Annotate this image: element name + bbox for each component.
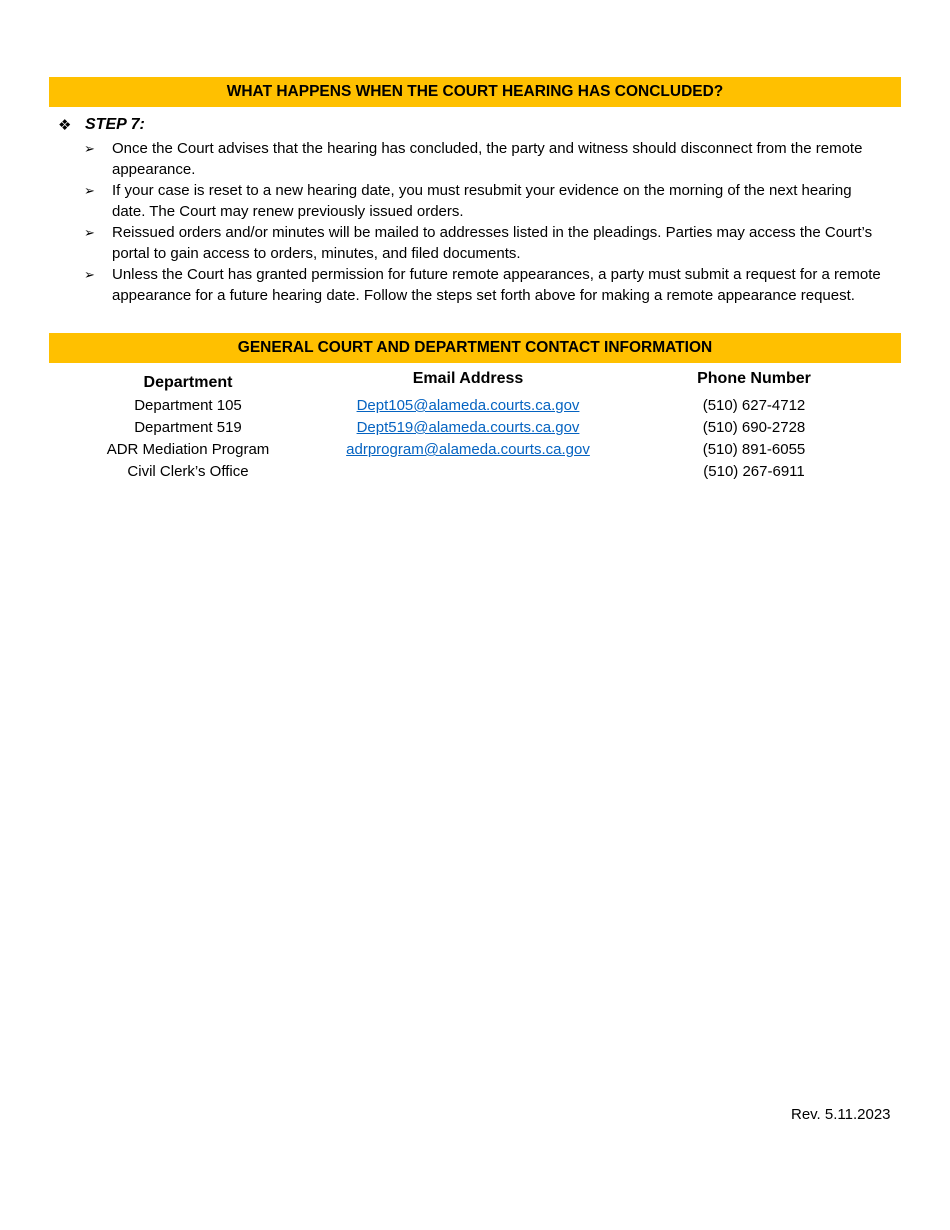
- section-header-hearing-concluded: [49, 77, 901, 107]
- revision-date: Rev. 5.11.2023: [791, 1106, 891, 1123]
- email-header: Email Address: [412, 370, 524, 387]
- phone-column: [654, 368, 854, 483]
- four-diamond-bullet-icon: ❖: [58, 117, 72, 134]
- email-link-dept519[interactable]: Dept519@alameda.courts.ca.gov: [356, 419, 580, 436]
- section-title: WHAT HAPPENS WHEN THE COURT HEARING HAS CONCLUDED?: [226, 83, 724, 100]
- step-bullet-list: [84, 138, 884, 306]
- list-item: ➢ Once the Court advises that the hearing has concluded, the party and witness should disconnect from the remote appearance.: [84, 140, 863, 178]
- email-column: [318, 368, 618, 483]
- department-cell: Civil Clerk’s Office: [127, 463, 249, 480]
- step-heading: [58, 116, 145, 134]
- section-header-contact-info: [49, 333, 901, 363]
- list-item: ➢ Reissued orders and/or minutes will be mailed to addresses listed in the pleadings. Parties may access the Court’s portal to gain access to orders, minutes, and filed documents.: [84, 224, 873, 262]
- email-link-adr[interactable]: adrprogram@alameda.courts.ca.gov: [346, 441, 590, 458]
- arrow-bullet-icon: ➢: [84, 225, 95, 240]
- department-header: Department: [143, 374, 233, 391]
- department-cell: ADR Mediation Program: [106, 441, 270, 458]
- email-cell-empty: [318, 461, 618, 483]
- phone-cell: (510) 267-6911: [703, 463, 805, 480]
- department-cell: Department 519: [134, 419, 242, 436]
- list-item: ➢ Unless the Court has granted permission for future remote appearances, a party must submit a request for a remote appearance for a future hearing date. Follow the steps set forth above for making a remote appearance request.: [84, 266, 881, 304]
- phone-cell: (510) 891-6055: [702, 441, 806, 458]
- phone-cell: (510) 690-2728: [702, 419, 806, 436]
- department-column: [88, 372, 288, 483]
- step-label: STEP 7:: [85, 116, 145, 133]
- list-item: ➢ If your case is reset to a new hearing date, you must resubmit your evidence on the morning of the next hearing date. The Court may renew previously issued orders.: [84, 182, 852, 220]
- email-link-dept105[interactable]: Dept105@alameda.courts.ca.gov: [356, 397, 580, 414]
- arrow-bullet-icon: ➢: [84, 183, 95, 198]
- arrow-bullet-icon: ➢: [84, 141, 95, 156]
- phone-cell: (510) 627-4712: [702, 397, 806, 414]
- phone-header: Phone Number: [697, 370, 811, 387]
- arrow-bullet-icon: ➢: [84, 267, 95, 282]
- section-title: GENERAL COURT AND DEPARTMENT CONTACT INFORMATION: [237, 339, 713, 356]
- department-cell: Department 105: [134, 397, 242, 414]
